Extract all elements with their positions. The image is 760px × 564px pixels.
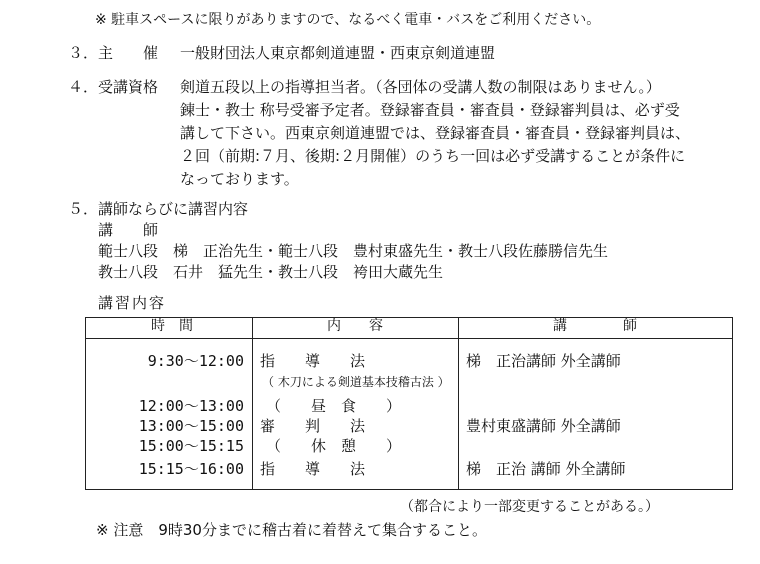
- qualification-label: 受講資格: [98, 78, 159, 96]
- qualification-line-5: なっております。: [180, 170, 299, 188]
- row-3-instructor: 豊村東盛講師 外全講師: [466, 417, 621, 435]
- row-3-time: 13:00～15:00: [138, 417, 244, 435]
- row-5-instructor: 梯 正治 講師 外全講師: [466, 460, 626, 478]
- row-1-instructor: 梯 正治講師 外全講師: [466, 352, 621, 370]
- lecturers-title: 講師ならびに講習内容: [98, 200, 249, 218]
- parking-notice: ※ 駐車スペースに限りがありますので、なるべく電車・バスをご利用ください。: [95, 12, 601, 28]
- organizer-label: 主 催: [98, 44, 159, 62]
- row-2-time: 12:00～13:00: [138, 397, 244, 415]
- row-3-content: 審 判 法: [260, 417, 366, 435]
- header-time: 時 間: [151, 318, 193, 334]
- lecturers-sub-label: 講 師: [98, 221, 159, 239]
- caution-note: ※ 注意 9時30分までに稽古着に着替えて集合すること。: [96, 521, 487, 539]
- lecturers-line-1: 範士八段 梯 正治先生・範士八段 豊村東盛先生・教士八段佐藤勝信先生: [98, 242, 609, 260]
- schedule-header-divider: [85, 338, 733, 339]
- qualification-line-3: 講して下さい。西東京剣道連盟では、登録審査員・審査員・登録審判員は、: [180, 124, 691, 142]
- qualification-line-2: 錬士・教士 称号受審予定者。登録審査員・審査員・登録審判員は、必ず受: [180, 101, 680, 119]
- row-2-content: （ 昼 食 ）: [266, 397, 402, 415]
- schedule-column-divider-2: [458, 317, 459, 490]
- row-1-content: 指 導 法: [260, 352, 366, 370]
- row-4-time: 15:00～15:15: [138, 437, 244, 455]
- row-1-content-sub: （ 木刀による剣道基本技稽古法 ）: [262, 375, 450, 389]
- header-instructor: 講 師: [553, 318, 637, 334]
- row-5-content: 指 導 法: [260, 460, 366, 478]
- header-content: 内 容: [327, 318, 383, 334]
- organizer-number: ３．: [68, 44, 99, 62]
- qualification-line-4: ２回（前期:７月、後期:２月開催）のうち一回は必ず受講することが条件に: [180, 147, 686, 165]
- organizer-value: 一般財団法人東京都剣道連盟・西東京剣道連盟: [180, 44, 496, 62]
- schedule-column-divider-1: [252, 317, 253, 490]
- row-4-content: （ 休 憩 ）: [266, 437, 402, 455]
- row-5-time: 15:15～16:00: [138, 460, 244, 478]
- lecturers-number: ５．: [68, 200, 99, 218]
- lecturers-line-2: 教士八段 石井 猛先生・教士八段 袴田大蔵先生: [98, 263, 444, 281]
- course-label: 講習内容: [98, 294, 167, 312]
- qualification-line-1: 剣道五段以上の指導担当者。（各団体の受講人数の制限はありません。）: [180, 78, 661, 96]
- qualification-number: ４．: [68, 78, 99, 96]
- row-1-time: 9:30～12:00: [147, 352, 244, 370]
- schedule-footnote: （都合により一部変更することがある。）: [400, 499, 659, 515]
